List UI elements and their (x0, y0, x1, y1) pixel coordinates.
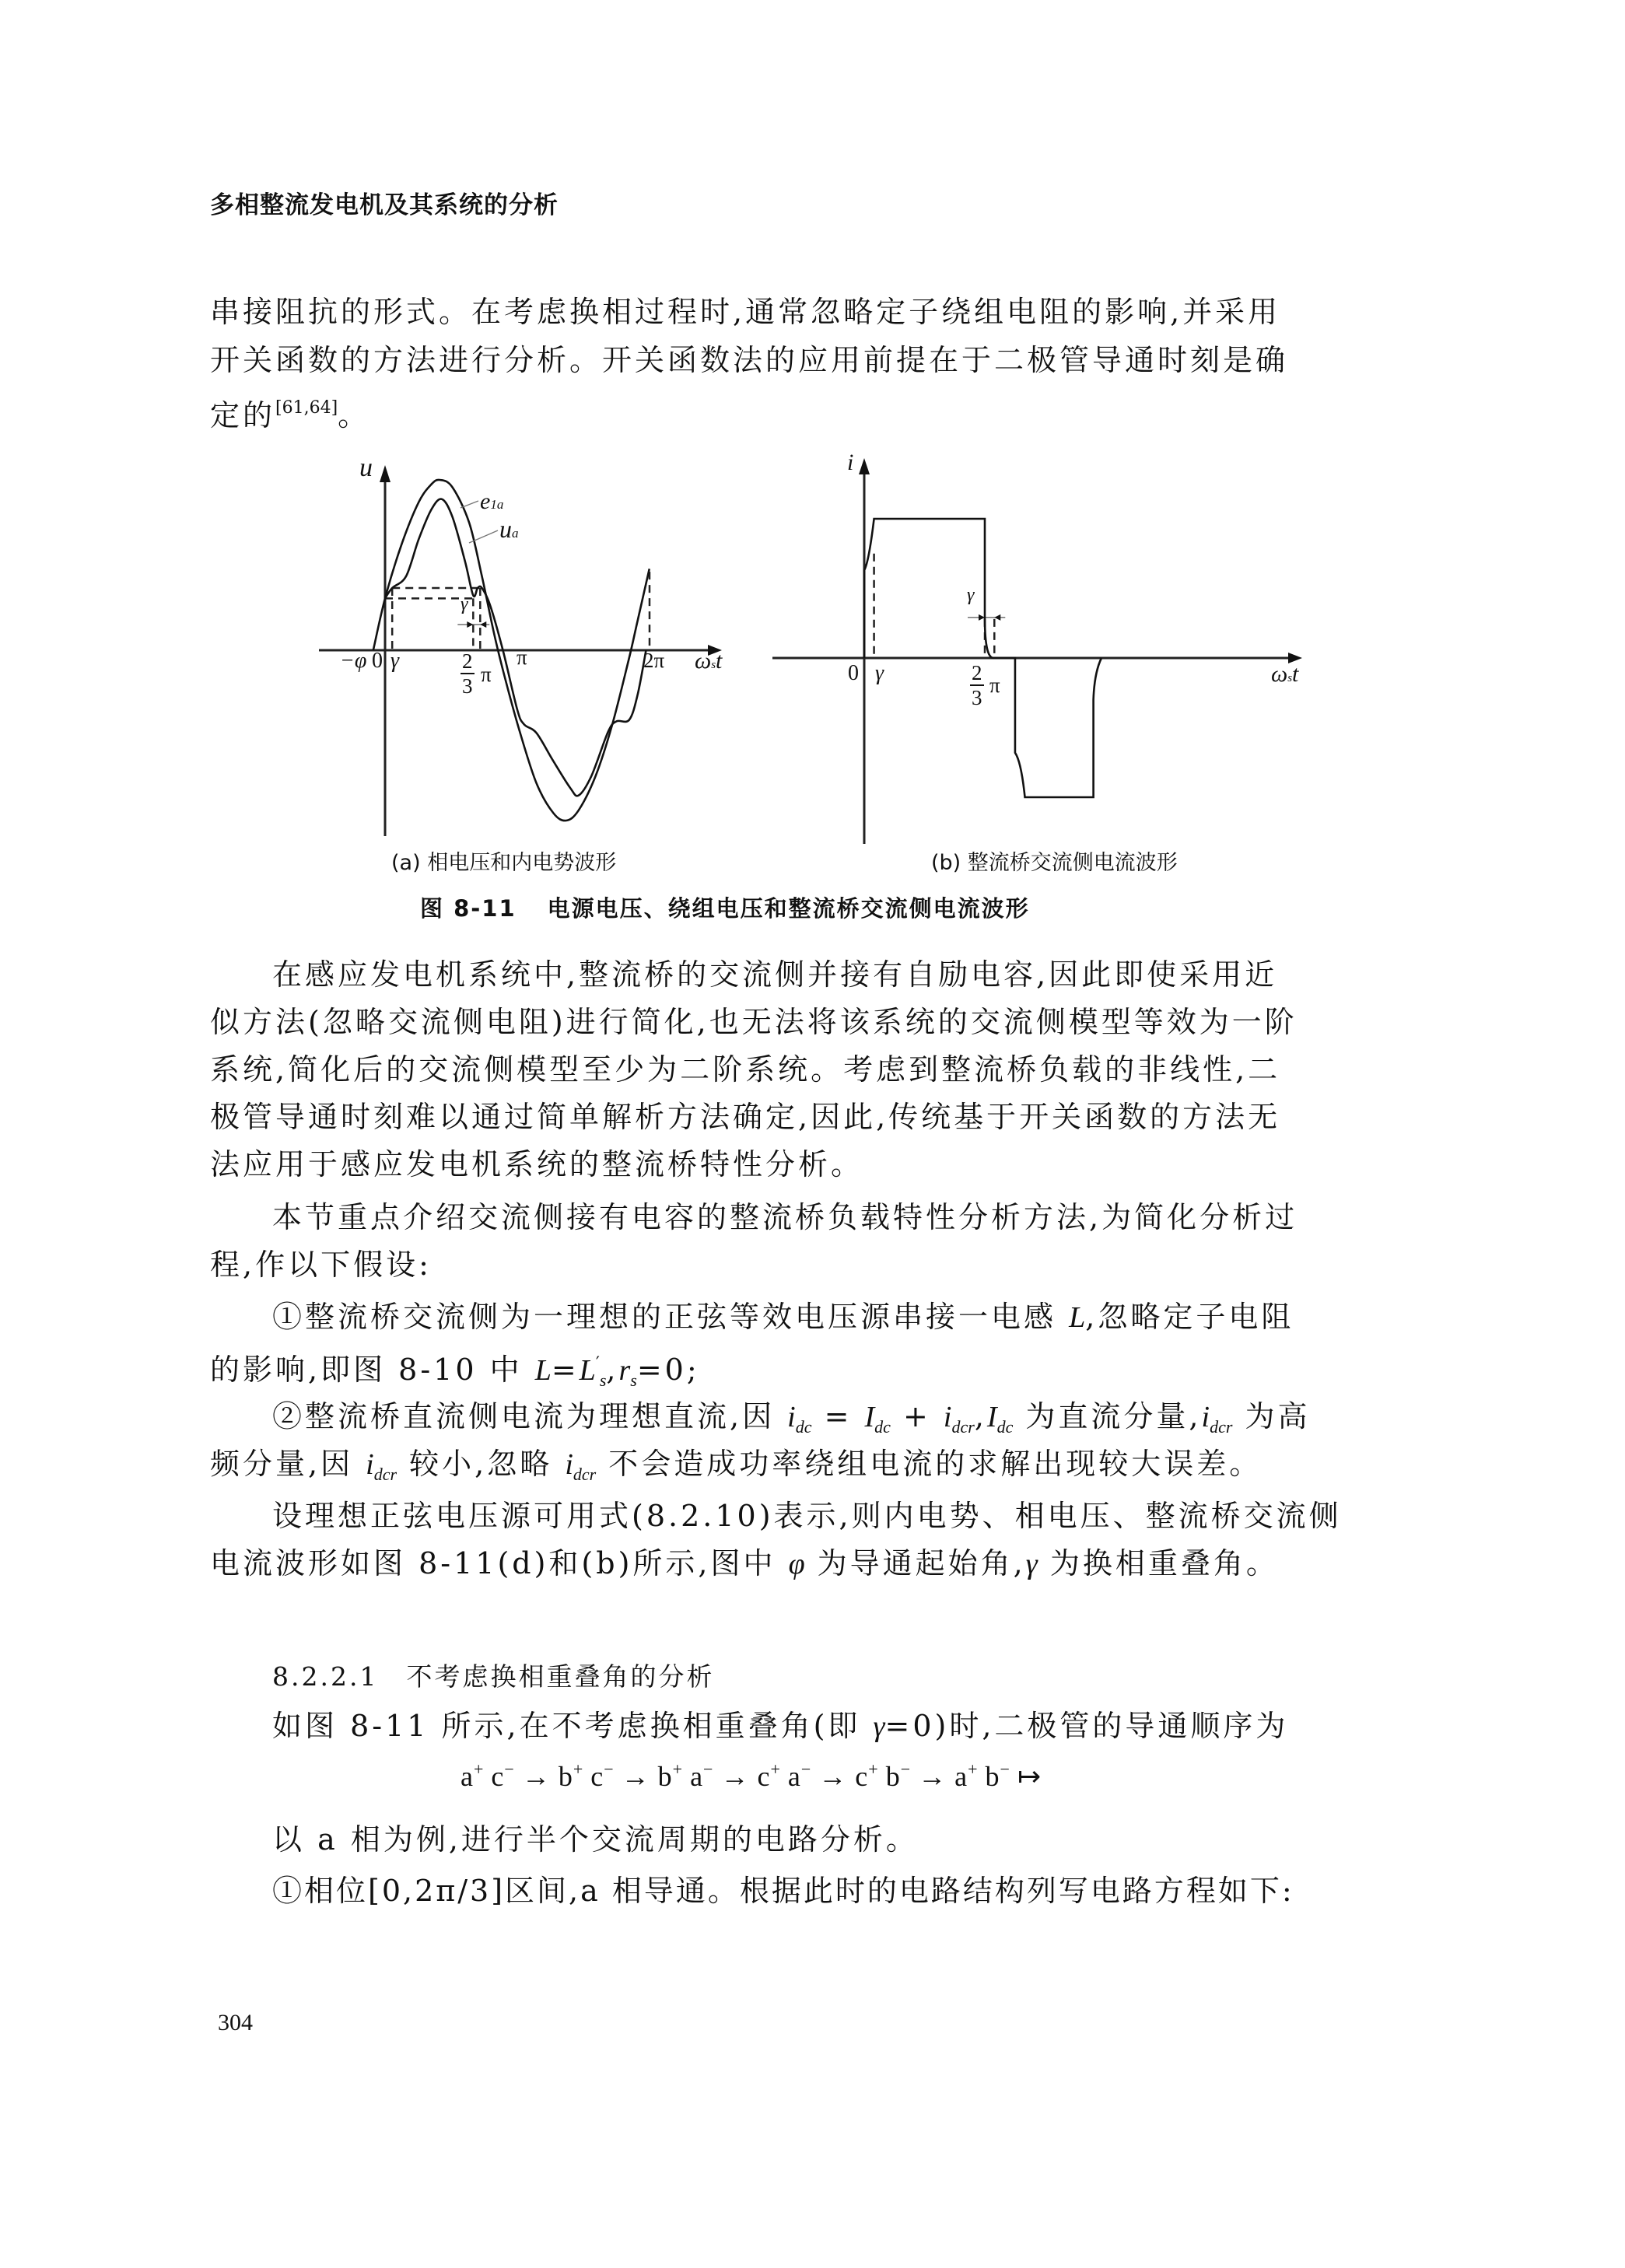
polarity-sign: + (868, 1759, 878, 1779)
body-line: 开关函数的方法进行分析。开关函数法的应用前提在于二极管导通时刻是确 (210, 343, 1289, 377)
math-I: I (864, 1401, 875, 1433)
legend-ua-sub: a (512, 526, 519, 541)
axis-omega-sub: s (711, 659, 716, 671)
polarity-sign: + (672, 1759, 683, 1779)
math-r: r (618, 1354, 631, 1387)
body-line: 设理想正弦电压源可用式(8.2.10)表示,则内电势、相电压、整流桥交流侧 (272, 1499, 1342, 1533)
axis-omega-sub: s (1287, 672, 1293, 684)
body-text: =0)时,二极管的导通顺序为 (884, 1709, 1289, 1743)
sequence-step (757, 1761, 811, 1792)
running-header: 多相整流发电机及其系统的分析 (210, 191, 559, 219)
math-sub-dc: dc (996, 1417, 1014, 1437)
page-number: 304 (218, 2010, 253, 2035)
math-sub-s: s (599, 1370, 607, 1390)
body-text: =0; (636, 1353, 700, 1387)
polarity-sign: + (473, 1759, 484, 1779)
tick-neg-phi: −φ (340, 649, 367, 673)
tick-two-thirds-pi (461, 649, 475, 698)
subcaption-b: (b) 整流桥交流侧电流波形 (931, 851, 1178, 875)
arrow-icon: → (811, 1761, 856, 1792)
annotation-gamma: γ (461, 594, 468, 614)
body-text: ,忽略定子电阻 (1085, 1300, 1294, 1334)
phase-letter: c (757, 1761, 771, 1792)
math-L: L (1069, 1301, 1086, 1334)
polarity-sign: + (968, 1759, 978, 1779)
body-line: 系统,简化后的交流侧模型至少为二阶系统。考虑到整流桥负载的非线性,二 (210, 1052, 1281, 1087)
citation-ref: [61,64] (275, 398, 338, 418)
assumption-2-line2 (210, 1446, 1412, 1493)
legend-e1a-sub: 1a (490, 497, 504, 512)
tick-pi-suffix: π (989, 674, 1000, 697)
math-sub-dc: dc (795, 1417, 812, 1437)
math-sub-dcr: dcr (373, 1465, 397, 1484)
tick-two-pi: 2π (643, 649, 665, 672)
math-i: i (787, 1401, 796, 1433)
axis-label-omega-t (1271, 661, 1298, 688)
sequence-step (559, 1761, 614, 1792)
polarity-sign: − (504, 1759, 514, 1779)
body-text: 定的 (210, 398, 276, 432)
body-text: , (974, 1399, 987, 1433)
phase-letter: a (954, 1761, 968, 1792)
polarity-sign: − (703, 1759, 713, 1779)
section-heading: 8.2.2.1 不考虑换相重叠角的分析 (272, 1661, 715, 1692)
tick-gamma: γ (390, 649, 400, 673)
body-line: 串接阻抗的形式。在考虑换相过程时,通常忽略定子绕组电阻的影响,并采用 (210, 295, 1281, 329)
math-plus: + (890, 1399, 944, 1433)
tick-zero: 0 (372, 649, 383, 673)
tick-two-thirds-pi (970, 661, 984, 709)
body-line: 本节重点介绍交流侧接有电容的整流桥负载特性分析方法,为简化分析过 (272, 1200, 1298, 1234)
math-phi: φ (788, 1548, 805, 1580)
polarity-sign: − (800, 1759, 811, 1779)
annotation-gamma: γ (967, 585, 975, 605)
math-Ls: L (579, 1354, 596, 1387)
axis-omega: ω (695, 648, 712, 674)
body-line: 似方法(忽略交流侧电阻)进行简化,也无法将该系统的交流侧模型等效为一阶 (210, 1005, 1298, 1039)
legend-ua (499, 515, 519, 544)
phase-letter: a (779, 1761, 801, 1792)
legend-ua-main: u (499, 515, 512, 543)
polarity-sign: + (573, 1759, 583, 1779)
tick-pi: π (517, 646, 527, 669)
body-text: 如图 8-11 所示,在不考虑换相重叠角(即 (272, 1709, 874, 1743)
math-eq: = (551, 1353, 580, 1387)
phase-letter: a (461, 1761, 474, 1792)
math-gamma: γ (873, 1710, 885, 1743)
arrow-icon: → (713, 1761, 758, 1792)
phase-letter: a (682, 1761, 704, 1792)
legend-e1a-main: e (480, 488, 491, 514)
phase-letter: b (977, 1761, 1000, 1792)
body-line: 在感应发电机系统中,整流桥的交流侧并接有自励电容,因此即使采用近 (272, 957, 1278, 992)
sequence-step (658, 1761, 713, 1792)
math-sub-dcr: dcr (1210, 1417, 1233, 1437)
math-i: i (943, 1401, 952, 1433)
body-text: 。 (338, 398, 371, 432)
chart-ac-current (0, 0, 1625, 856)
body-text: 的影响,即图 8-10 中 (210, 1353, 535, 1387)
body-line (210, 1708, 1412, 1745)
body-line: 法应用于感应发电机系统的整流桥特性分析。 (210, 1147, 864, 1181)
polarity-sign: − (1000, 1759, 1010, 1779)
assumption-1-line1 (210, 1299, 1412, 1335)
arrow-icon: → (613, 1761, 658, 1792)
math-i: i (1201, 1401, 1210, 1433)
figure-number: 图 8-11 (420, 895, 517, 922)
body-line (210, 1545, 1412, 1582)
tick-pi-suffix: π (481, 663, 492, 686)
axis-label-omega-t (695, 648, 722, 674)
body-line: ①相位[0,2π/3]区间,a 相导通。根据此时的电路结构列写电路方程如下: (272, 1874, 1294, 1908)
assumption-2-line1 (210, 1398, 1412, 1445)
subcaption-a: (a) 相电压和内电势波形 (391, 851, 617, 875)
tick-frac-den: 3 (972, 686, 982, 709)
arrow-icon: → (910, 1761, 955, 1792)
body-text: 不会造成功率绕组电流的求解出现较大误差。 (596, 1447, 1263, 1481)
phase-letter: b (877, 1761, 901, 1792)
axis-label-i: i (847, 450, 854, 475)
body-text: ②整流桥直流侧电流为理想直流,因 (272, 1399, 788, 1433)
figure-title: 电源电压、绕组电压和整流桥交流侧电流波形 (547, 895, 1030, 922)
phase-letter: c (483, 1761, 505, 1792)
polarity-sign: + (770, 1759, 780, 1779)
math-sub-dc: dc (874, 1417, 891, 1437)
body-text: 为导通起始角, (804, 1546, 1026, 1580)
arrow-icon: → (513, 1761, 559, 1792)
axis-t: t (1292, 661, 1299, 687)
math-eq: = (811, 1399, 865, 1433)
assumption-1-line2 (210, 1346, 1412, 1398)
body-text: 为换相重叠角。 (1037, 1546, 1279, 1580)
body-text: 较小,忽略 (397, 1447, 566, 1481)
sequence-step (461, 1761, 514, 1792)
math-sub-dcr: dcr (573, 1465, 597, 1484)
body-text: 为高 (1232, 1399, 1311, 1433)
conduction-sequence (461, 1759, 1042, 1793)
tick-frac-den: 3 (462, 674, 473, 698)
maps-to-icon: ↦ (1009, 1761, 1042, 1792)
math-gamma: γ (1025, 1548, 1038, 1580)
polarity-sign: − (900, 1759, 911, 1779)
math-sub-s: s (630, 1370, 637, 1390)
math-L: L (534, 1354, 552, 1387)
body-text: 电流波形如图 8-11(d)和(b)所示,图中 (210, 1546, 789, 1580)
axis-t: t (716, 648, 723, 674)
phase-letter: b (657, 1761, 673, 1792)
phase-letter: c (855, 1761, 869, 1792)
tick-frac-num: 2 (462, 649, 473, 673)
tick-gamma: γ (875, 661, 884, 685)
tick-zero: 0 (848, 661, 859, 685)
sequence-step (855, 1761, 910, 1792)
math-I: I (986, 1401, 997, 1433)
figure-caption (420, 891, 1030, 923)
tick-frac-num: 2 (972, 661, 982, 684)
math-sub-dcr: dcr (951, 1417, 975, 1437)
body-text: ①整流桥交流侧为一理想的正弦等效电压源串接一电感 (272, 1300, 1070, 1334)
sequence-step (954, 1761, 1010, 1792)
axis-omega: ω (1271, 661, 1288, 687)
math-comma: , (606, 1353, 619, 1387)
axis-label-u: u (359, 453, 373, 482)
math-i: i (366, 1448, 374, 1481)
body-text: 为直流分量, (1013, 1399, 1202, 1433)
body-line: 以 a 相为例,进行半个交流周期的电路分析。 (272, 1822, 919, 1857)
y-axis-arrow-icon (859, 458, 870, 474)
polarity-sign: − (604, 1759, 614, 1779)
body-text: 频分量,因 (210, 1447, 366, 1481)
legend-e1a (480, 488, 503, 515)
math-prime: ′ (595, 1354, 600, 1374)
phase-letter: c (583, 1761, 604, 1792)
math-i: i (565, 1448, 573, 1481)
body-line: 程,作以下假设: (210, 1248, 432, 1282)
body-line: 极管导通时刻难以通过简单解析方法确定,因此,传统基于开关函数的方法无 (210, 1100, 1281, 1134)
phase-letter: b (558, 1761, 573, 1792)
